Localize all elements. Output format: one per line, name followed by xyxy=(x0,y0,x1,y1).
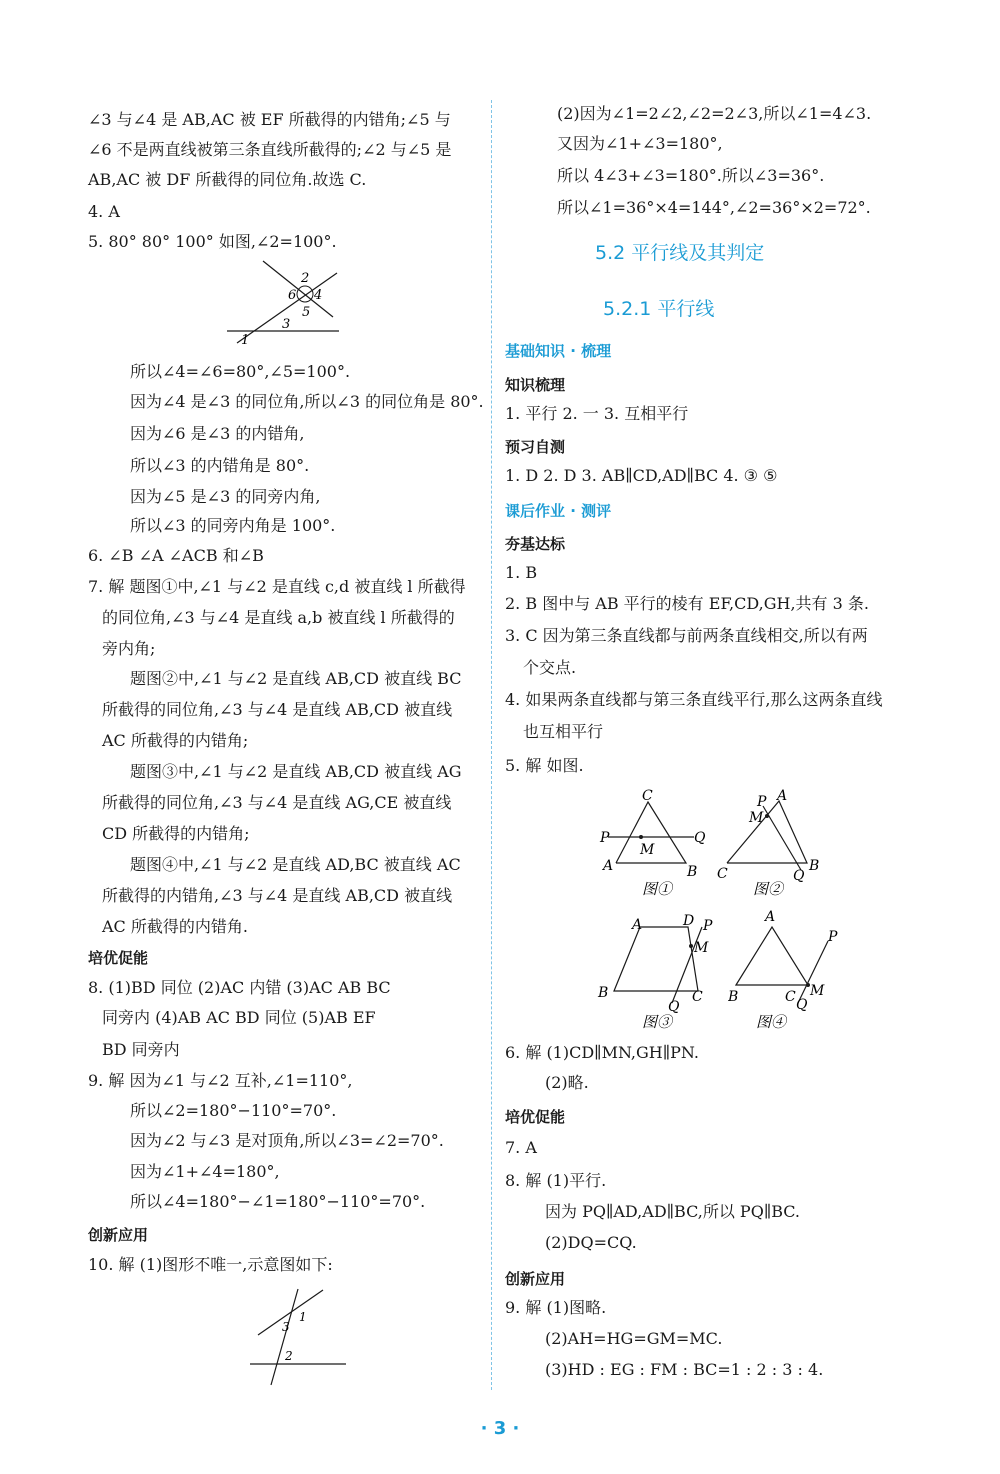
fig3-label-c: C xyxy=(692,989,703,1005)
fig1-caption: 图① xyxy=(642,880,673,898)
fig2-label-m: M xyxy=(749,810,764,826)
q10-diagram xyxy=(248,1285,353,1390)
fig2-label-b: B xyxy=(809,858,820,874)
figure-1 xyxy=(598,788,708,898)
fig1-label-b: B xyxy=(687,864,698,880)
q10-label-3: 3 xyxy=(282,1320,290,1334)
text-line: 因为∠6 是∠3 的内错角, xyxy=(130,424,305,443)
subheading: 培优促能 xyxy=(88,949,149,967)
fig4-label-q: Q xyxy=(796,997,808,1013)
text-line: CD 所截得的内错角; xyxy=(102,824,250,843)
q10-label-1: 1 xyxy=(299,1310,307,1324)
text-line: 1. 平行 2. 一 3. 互相平行 xyxy=(505,404,689,423)
text-line: 2. B 图中与 AB 平行的棱有 EF,CD,GH,共有 3 条. xyxy=(505,594,869,613)
fig2-label-a: A xyxy=(777,788,788,804)
fig1-label-c: C xyxy=(642,788,653,804)
fig4-label-m: M xyxy=(810,983,825,999)
text-line: 同旁内 (4)AB AC BD 同位 (5)AB EF xyxy=(102,1008,376,1027)
text-line: 所以∠4=180°−∠1=180°−110°=70°. xyxy=(130,1192,426,1211)
text-line: 4. 如果两条直线都与第三条直线平行,那么这两条直线 xyxy=(505,690,883,709)
fig3-label-b: B xyxy=(598,985,609,1001)
fig4-label-p: P xyxy=(828,929,838,945)
fig3-label-m: M xyxy=(694,940,709,956)
text-line: 10. 解 (1)图形不唯一,示意图如下: xyxy=(88,1255,333,1274)
fig1-label-p: P xyxy=(600,830,610,846)
text-line: 9. 解 (1)图略. xyxy=(505,1298,607,1317)
text-line: 因为∠5 是∠3 的同旁内角, xyxy=(130,487,321,506)
fig3-caption: 图③ xyxy=(642,1013,673,1031)
fig1-label-m: M xyxy=(640,842,655,858)
text-line: AC 所截得的内错角. xyxy=(102,917,248,936)
fig1-label-q: Q xyxy=(694,830,706,846)
text-line: 7. 解 题图①中,∠1 与∠2 是直线 c,d 被直线 l 所截得 xyxy=(88,577,466,596)
text-line: 又因为∠1+∠3=180°, xyxy=(557,134,723,153)
text-line: ∠3 与∠4 是 AB,AC 被 EF 所截得的内错角;∠5 与 xyxy=(88,110,451,129)
subheading: 知识梳理 xyxy=(505,376,566,394)
text-line: AB,AC 被 DF 所截得的同位角.故选 C. xyxy=(88,170,367,189)
text-line: (2)AH=HG=GM=MC. xyxy=(545,1329,723,1348)
section-band: 基础知识 · 梳理 xyxy=(505,342,612,360)
text-line: 6. ∠B ∠A ∠ACB 和∠B xyxy=(88,546,264,565)
text-line: 5. 80° 80° 100° 如图,∠2=100°. xyxy=(88,232,337,251)
text-line: 所截得的内错角,∠3 与∠4 是直线 AB,CD 被直线 xyxy=(102,886,453,905)
text-line: 旁内角; xyxy=(102,639,156,658)
text-line: 也互相平行 xyxy=(523,722,604,741)
text-line: 所以∠2=180°−110°=70°. xyxy=(130,1101,337,1120)
text-line: (3)HD : EG : FM : BC=1 : 2 : 3 : 4. xyxy=(545,1360,824,1379)
text-line: 1. B xyxy=(505,563,538,582)
text-line: 7. A xyxy=(505,1138,537,1157)
text-line: (2)因为∠1=2∠2,∠2=2∠3,所以∠1=4∠3. xyxy=(557,104,872,123)
fig2-label-p: P xyxy=(757,794,767,810)
text-line: (2)DQ=CQ. xyxy=(545,1233,637,1252)
subheading: 创新应用 xyxy=(88,1226,149,1244)
text-line: 所以 4∠3+∠3=180°.所以∠3=36°. xyxy=(557,166,825,185)
fig3-label-q: Q xyxy=(668,999,680,1015)
figure-2 xyxy=(713,786,828,898)
q5-label-5: 5 xyxy=(302,305,311,320)
text-line: 所以∠3 的内错角是 80°. xyxy=(130,456,310,475)
column-divider xyxy=(491,100,492,1390)
subsection-title: 5.2.1 平行线 xyxy=(603,298,715,320)
figure-3 xyxy=(592,913,722,1033)
text-line: 题图③中,∠1 与∠2 是直线 AB,CD 被直线 AG xyxy=(130,762,462,781)
text-line: 1. D 2. D 3. AB∥CD,AD∥BC 4. ③ ⑤ xyxy=(505,466,778,485)
text-line: 题图④中,∠1 与∠2 是直线 AD,BC 被直线 AC xyxy=(130,855,461,874)
fig4-caption: 图④ xyxy=(756,1013,787,1031)
section-title: 5.2 平行线及其判定 xyxy=(595,242,765,264)
text-line: 8. 解 (1)平行. xyxy=(505,1171,607,1190)
text-line: 所截得的同位角,∠3 与∠4 是直线 AB,CD 被直线 xyxy=(102,700,453,719)
q5-label-4: 4 xyxy=(314,288,323,303)
text-line: 个交点. xyxy=(523,658,577,677)
section-band: 课后作业 · 测评 xyxy=(505,502,612,520)
q5-diagram xyxy=(225,255,345,350)
text-line: 题图②中,∠1 与∠2 是直线 AB,CD 被直线 BC xyxy=(130,669,462,688)
text-line: 因为∠4 是∠3 的同位角,所以∠3 的同位角是 80°. xyxy=(130,392,484,411)
subheading: 创新应用 xyxy=(505,1270,566,1288)
fig2-label-c: C xyxy=(717,866,728,882)
fig4-label-a: A xyxy=(765,909,776,925)
text-line: 所以∠4=∠6=80°,∠5=100°. xyxy=(130,362,351,381)
figure-4 xyxy=(728,905,848,1033)
fig3-label-a: A xyxy=(632,917,643,933)
subheading: 夯基达标 xyxy=(505,535,566,553)
text-line: 因为∠1+∠4=180°, xyxy=(130,1162,280,1181)
text-line: 6. 解 (1)CD∥MN,GH∥PN. xyxy=(505,1043,699,1062)
fig1-label-a: A xyxy=(603,858,614,874)
q5-label-2: 2 xyxy=(301,271,310,286)
q5-label-1: 1 xyxy=(241,333,250,348)
fig2-label-q: Q xyxy=(793,868,805,884)
subheading: 培优促能 xyxy=(505,1108,566,1126)
text-line: 5. 解 如图. xyxy=(505,756,584,775)
text-line: 所以∠1=36°×4=144°,∠2=36°×2=72°. xyxy=(557,198,871,217)
text-line: 因为∠2 与∠3 是对顶角,所以∠3=∠2=70°. xyxy=(130,1131,444,1150)
page-number: · 3 · xyxy=(480,1418,520,1439)
subheading: 预习自测 xyxy=(505,438,566,456)
fig3-label-p: P xyxy=(703,918,713,934)
text-line: 3. C 因为第三条直线都与前两条直线相交,所以有两 xyxy=(505,626,868,645)
fig3-label-d: D xyxy=(683,913,695,929)
text-line: 因为 PQ∥AD,AD∥BC,所以 PQ∥BC. xyxy=(545,1202,801,1221)
fig2-caption: 图② xyxy=(753,880,784,898)
text-line: (2)略. xyxy=(545,1073,589,1092)
text-line: AC 所截得的内错角; xyxy=(102,731,249,750)
q10-label-2: 2 xyxy=(285,1349,293,1363)
q5-label-6: 6 xyxy=(288,288,297,303)
text-line: 的同位角,∠3 与∠4 是直线 a,b 被直线 l 所截得的 xyxy=(102,608,455,627)
q5-label-3: 3 xyxy=(282,317,291,332)
text-line: BD 同旁内 xyxy=(102,1040,180,1059)
fig4-label-b: B xyxy=(728,989,739,1005)
text-line: ∠6 不是两直线被第三条直线所截得的;∠2 与∠5 是 xyxy=(88,140,452,159)
fig4-label-c: C xyxy=(785,989,796,1005)
text-line: 8. (1)BD 同位 (2)AC 内错 (3)AC AB BC xyxy=(88,978,391,997)
text-line: 所截得的同位角,∠3 与∠4 是直线 AG,CE 被直线 xyxy=(102,793,452,812)
text-line: 4. A xyxy=(88,202,120,221)
text-line: 9. 解 因为∠1 与∠2 互补,∠1=110°, xyxy=(88,1071,353,1090)
text-line: 所以∠3 的同旁内角是 100°. xyxy=(130,516,336,535)
